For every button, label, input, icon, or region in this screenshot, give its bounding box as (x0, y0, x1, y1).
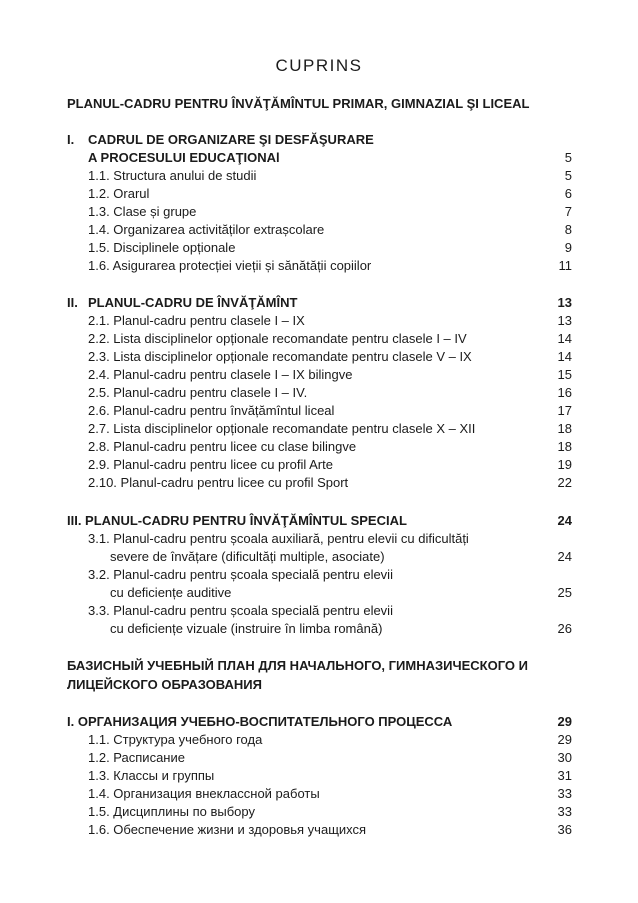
toc-entry-page: 5 (564, 168, 572, 183)
toc-entry-page: 19 (557, 457, 572, 472)
toc-entry-page: 33 (557, 804, 572, 819)
toc-entry-text: cu deficiențe auditive (110, 585, 232, 600)
ru-section-1-page: 29 (557, 714, 572, 729)
toc-entry-page: 26 (557, 621, 572, 636)
toc-entry-page: 18 (557, 439, 572, 454)
section-2-title: PLANUL-CADRU DE ÎNVĂŢĂMÎNT (88, 295, 298, 310)
toc-entry-text: 3.1. Planul-cadru pentru școala auxiliară, pentru elevii cu dificultăți (88, 531, 469, 546)
toc-entry-page: 15 (557, 367, 572, 382)
toc-entry-text: 2.4. Planul-cadru pentru clasele I – IX bilingve (88, 367, 353, 382)
toc-entry-page: 14 (557, 349, 572, 364)
section-1-page: 5 (564, 150, 572, 165)
toc-entry-page: 29 (557, 732, 572, 747)
toc-entry-text: 2.2. Lista disciplinelor opționale recomandate pentru clasele I – IV (88, 331, 467, 346)
toc-entry-page: 8 (564, 222, 572, 237)
ru-main-heading-line2: ЛИЦЕЙСКОГО ОБРАЗОВАНИЯ (67, 677, 262, 692)
section-1-title-line1: CADRUL DE ORGANIZARE ŞI DESFĂŞURARE (88, 132, 374, 147)
toc-entry-text: 2.3. Lista disciplinelor opționale recomandate pentru clasele V – IX (88, 349, 472, 364)
toc-entry-page: 36 (557, 822, 572, 837)
section-2-number: II. (67, 295, 78, 310)
main-heading-text: PLANUL-CADRU PENTRU ÎNVĂŢĂMÎNTUL PRIMAR, GIMNAZIAL ŞI LICEAL (67, 96, 530, 111)
toc-entry-page: 22 (557, 475, 572, 490)
toc-entry-text: severe de învățare (dificultăți multiple, asociate) (110, 549, 385, 564)
toc-entry-page: 16 (557, 385, 572, 400)
section-1-title-line2: A PROCESULUI EDUCAŢIONAl (88, 150, 280, 165)
toc-entry-page: 18 (557, 421, 572, 436)
toc-entry-text: 2.5. Planul-cadru pentru clasele I – IV. (88, 385, 308, 400)
toc-entry-text: cu deficiențe vizuale (instruire în limba română) (110, 621, 383, 636)
toc-entry-text: 1.4. Организация внеклассной работы (88, 786, 320, 801)
toc-entry-page: 33 (557, 786, 572, 801)
page-title: CUPRINS (275, 56, 363, 75)
ru-section-1-title: I. ОРГАНИЗАЦИЯ УЧЕБНО-ВОСПИТАТЕЛЬНОГО ПРОЦЕССА (67, 714, 453, 729)
toc-entry-text: 1.5. Дисциплины по выбору (88, 804, 255, 819)
toc-entry-text: 3.3. Planul-cadru pentru școala specială pentru elevii (88, 603, 393, 618)
section-3-title: III. PLANUL-CADRU PENTRU ÎNVĂŢĂMÎNTUL SPECIAL (67, 513, 407, 528)
toc-entry-page: 6 (564, 186, 572, 201)
toc-entry-text: 1.2. Расписание (88, 750, 185, 765)
toc-entry-page: 25 (557, 585, 572, 600)
toc-entry-text: 2.8. Planul-cadru pentru licee cu clase bilingve (88, 439, 357, 454)
toc-entry-page: 9 (564, 240, 572, 255)
toc-entry-text: 1.3. Классы и группы (88, 768, 215, 783)
toc-entry-text: 1.1. Structura anului de studii (88, 168, 257, 183)
toc-entry-text: 1.6. Обеспечение жизни и здоровья учащихся (88, 822, 367, 837)
section-1-number: I. (67, 132, 75, 147)
toc-entry-text: 1.5. Disciplinele opționale (88, 240, 236, 255)
toc-entry-page: 13 (557, 313, 572, 328)
toc-entry-text: 2.6. Planul-cadru pentru învățămîntul liceal (88, 403, 335, 418)
toc-entry-page: 31 (557, 768, 572, 783)
toc-entry-text: 2.7. Lista disciplinelor opționale recomandate pentru clasele X – XII (88, 421, 476, 436)
toc-entry-text: 3.2. Planul-cadru pentru școala specială pentru elevii (88, 567, 393, 582)
toc-entry-text: 2.1. Planul-cadru pentru clasele I – IX (88, 313, 305, 328)
toc-entry-text: 1.4. Organizarea activităților extrașcolare (88, 222, 325, 237)
toc-entry-text: 1.1. Структура учебного года (88, 732, 263, 747)
toc-entry-page: 11 (558, 258, 572, 273)
toc-entry-page: 30 (557, 750, 572, 765)
ru-main-heading-line1: БАЗИСНЫЙ УЧЕБНЫЙ ПЛАН ДЛЯ НАЧАЛЬНОГО, ГИМНАЗИЧЕСКОГО И (67, 658, 528, 673)
toc-entry-text: 1.2. Orarul (88, 186, 150, 201)
section-3-page: 24 (557, 513, 572, 528)
toc-entry-page: 14 (557, 331, 572, 346)
toc-entry-text: 2.9. Planul-cadru pentru licee cu profil Arte (88, 457, 333, 472)
toc-entry-page: 7 (564, 204, 572, 219)
section-2-page: 13 (557, 295, 572, 310)
toc-entry-text: 1.6. Asigurarea protecției vieții și sănătății copiilor (88, 258, 372, 273)
toc-entry-text: 2.10. Planul-cadru pentru licee cu profil Sport (88, 475, 349, 490)
toc-entry-page: 17 (557, 403, 572, 418)
toc-entry-page: 24 (557, 549, 572, 564)
toc-entry-text: 1.3. Clase și grupe (88, 204, 197, 219)
